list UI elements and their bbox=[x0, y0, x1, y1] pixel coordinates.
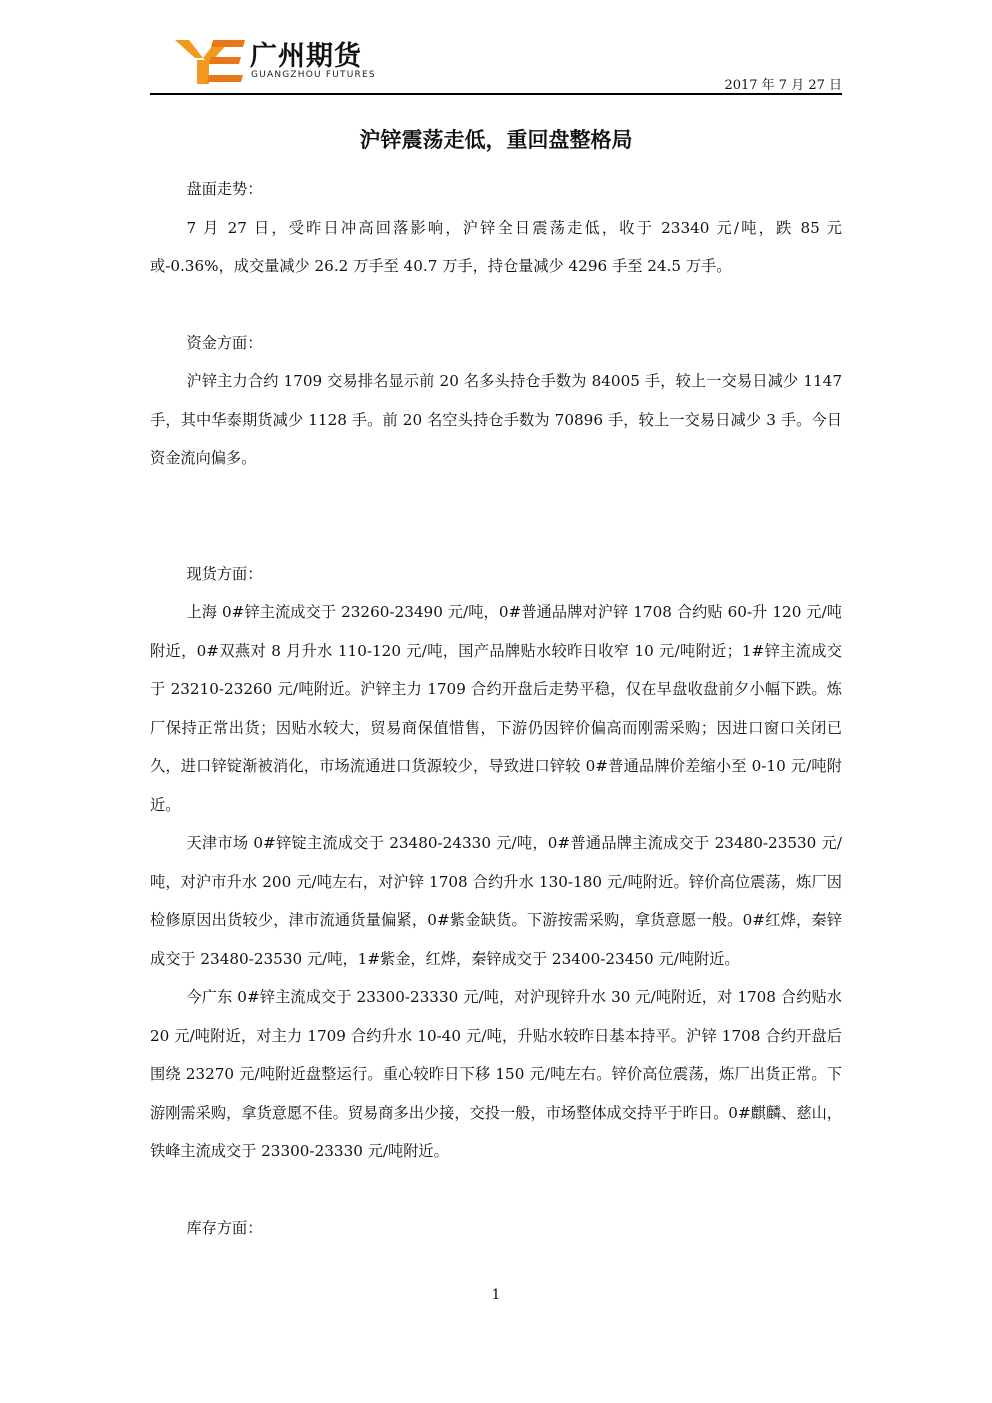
section-heading-inventory: 库存方面： bbox=[186, 1218, 263, 1237]
brand-name-chinese: 广州期货 bbox=[250, 41, 362, 72]
section-spacer bbox=[150, 1171, 842, 1209]
paragraph-spot-tianjin: 天津市场 0#锌锭主流成交于 23480-24330 元/吨，0#普通品牌主流成交于 23480-23530 元/吨，对沪市升水 200 元/吨左右，对沪锌 1708 合约升水 130-180 元/吨附近。锌价高位震荡，炼厂因检修原因出货较少，津市流通货量偏紧，0#紫金缺货。下游按需采购，拿货意愿一般。0#红烨，秦锌成交于 23480-23530 元/吨，1#紫金，红烨，秦锌成交于 23400-23450 元/吨附近。 bbox=[150, 834, 842, 968]
page-number: 1 bbox=[491, 1287, 501, 1303]
brand-name-english: GUANGZHOU FUTURES bbox=[251, 70, 376, 80]
paragraph-market: 7 月 27 日，受昨日冲高回落影响，沪锌全日震荡走低，收于 23340 元/吨，跌 85 元或-0.36%，成交量减少 26.2 万手至 40.7 万手，持仓量减少 4296 手至 24.5 万手。 bbox=[150, 218, 842, 275]
report-body bbox=[150, 170, 842, 1247]
paragraph-spot-shanghai: 上海 0#锌主流成交于 23260-23490 元/吨，0#普通品牌对沪锌 1708 合约贴 60-升 120 元/吨附近，0#双燕对 8 月升水 110-120 元/吨，国产品牌贴水较昨日收窄 10 元/吨附近；1#锌主流成交于 23210-23260 元/吨附近。沪锌主力 1709 合约开盘后走势平稳，仅在早盘收盘前夕小幅下跌。炼厂保持正常出货；因贴水较大，贸易商保值惜售，下游仍因锌价偏高而刚需采购；因进口窗口关闭已久，进口锌锭渐被消化，市场流通进口货源较少，导致进口锌较 0#普通品牌价差缩小至 0-10 元/吨附近。 bbox=[150, 603, 842, 814]
section-heading-spot: 现货方面： bbox=[186, 564, 263, 583]
section-spacer bbox=[150, 286, 842, 324]
section-heading-market: 盘面走势： bbox=[186, 180, 263, 198]
header-divider bbox=[150, 93, 842, 95]
report-date: 2017 年 7 月 27 日 bbox=[724, 78, 842, 93]
guangzhou-futures-logo-icon bbox=[175, 38, 245, 84]
section-spacer bbox=[150, 478, 842, 555]
document-header bbox=[150, 30, 842, 94]
paragraph-spot-guangdong: 今广东 0#锌主流成交于 23300-23330 元/吨，对沪现锌升水 30 元/吨附近，对 1708 合约贴水 20 元/吨附近，对主力 1709 合约升水 10-40 元/吨，升贴水较昨日基本持平。沪锌 1708 合约开盘后围绕 23270 元/吨附近盘整运行。重心较昨日下移 150 元/吨左右。锌价高位震荡，炼厂出货正常。下游刚需采购，拿货意愿不佳。贸易商多出少接，交投一般，市场整体成交持平于昨日。0#麒麟、慈山，铁峰主流成交于 23300-23330 元/吨附近。 bbox=[150, 988, 842, 1160]
report-title: 沪锌震荡走低，重回盘整格局 bbox=[359, 128, 633, 152]
paragraph-funds: 沪锌主力合约 1709 交易排名显示前 20 名多头持仓手数为 84005 手，较上一交易日减少 1147 手，其中华泰期货减少 1128 手。前 20 名空头持仓手数为 70896 手，较上一交易日减少 3 手。今日资金流向偏多。 bbox=[150, 372, 842, 467]
section-heading-funds: 资金方面： bbox=[186, 333, 263, 352]
